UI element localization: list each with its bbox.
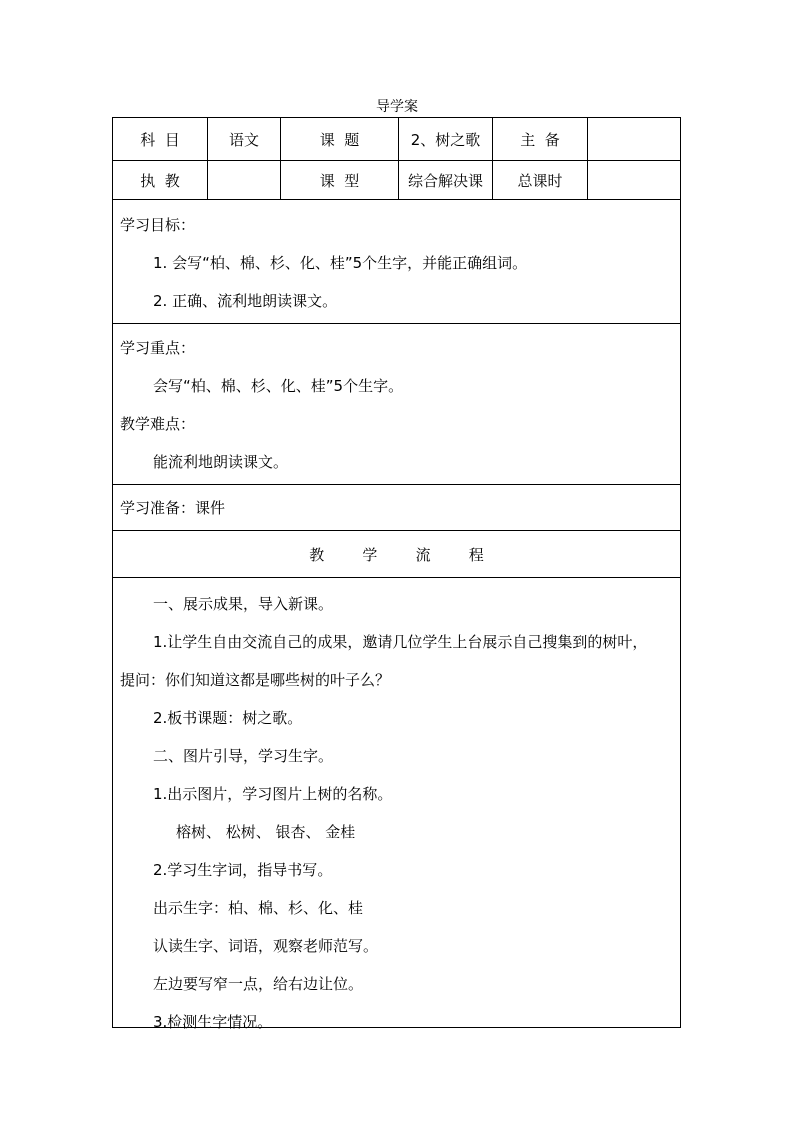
lesson-plan-table	[112, 117, 681, 1031]
flow-text: 1.出示图片，学习图片上树的名称。	[153, 785, 393, 803]
lead-teacher-value	[588, 118, 680, 160]
document-title: 导学案	[376, 99, 418, 115]
flow-text: 2.板书课题：树之歌。	[153, 709, 303, 727]
flow-text: 3.检测生字情况。	[153, 1013, 273, 1031]
lesson-type-value: 综合解决课	[399, 161, 493, 199]
difficulty-heading: 教学难点：	[120, 415, 196, 433]
flow-text: 1.让学生自由交流自己的成果，邀请几位学生上台展示自己搜集到的树叶，	[153, 633, 648, 651]
difficulty-text: 能流利地朗读课文。	[153, 453, 289, 471]
total-hours-value	[588, 161, 680, 199]
flow-text: 认读生字、词语，观察老师范写。	[153, 937, 379, 955]
learning-goal-item: 2. 正确、流利地朗读课文。	[153, 292, 338, 310]
flow-text: 提问：你们知道这都是哪些树的叶子么？	[120, 671, 391, 689]
lesson-type-label: 课 型	[281, 161, 399, 199]
key-points-text: 会写“柏、棉、杉、化、桂”5个生字。	[153, 377, 404, 395]
topic-label: 课 题	[281, 118, 399, 160]
teacher-label: 执 教	[113, 161, 208, 199]
preparation-section	[113, 485, 680, 531]
lead-teacher-label: 主 备	[493, 118, 588, 160]
teacher-value	[208, 161, 281, 199]
teaching-flow-section	[113, 578, 680, 1031]
flow-step-heading: 一、展示成果，导入新课。	[153, 595, 334, 613]
header-row-2	[113, 161, 680, 200]
learning-goal-item: 1. 会写“柏、棉、杉、化、桂”5个生字，并能正确组词。	[153, 254, 528, 272]
flow-step-heading: 二、图片引导，学习生字。	[153, 747, 334, 765]
flow-text: 2.学习生字词，指导书写。	[153, 861, 333, 879]
flow-text: 出示生字：柏、棉、杉、化、桂	[153, 899, 364, 917]
flow-text: 左边要写窄一点，给右边让位。	[153, 975, 364, 993]
learning-goals-heading: 学习目标：	[120, 216, 196, 234]
total-hours-label: 总课时	[493, 161, 588, 199]
tree-names: 榕树、 松树、 银杏、 金桂	[176, 823, 356, 841]
subject-value: 语文	[208, 118, 281, 160]
topic-value: 2、树之歌	[399, 118, 493, 160]
preparation-text: 学习准备：课件	[120, 499, 226, 517]
teaching-flow-title-row	[113, 531, 680, 578]
subject-label: 科 目	[113, 118, 208, 160]
teaching-flow-title: 教 学 流 程	[309, 545, 484, 564]
header-row-1	[113, 118, 680, 161]
key-points-section	[113, 324, 680, 485]
learning-goals-section	[113, 200, 680, 324]
key-points-heading: 学习重点：	[120, 339, 196, 357]
